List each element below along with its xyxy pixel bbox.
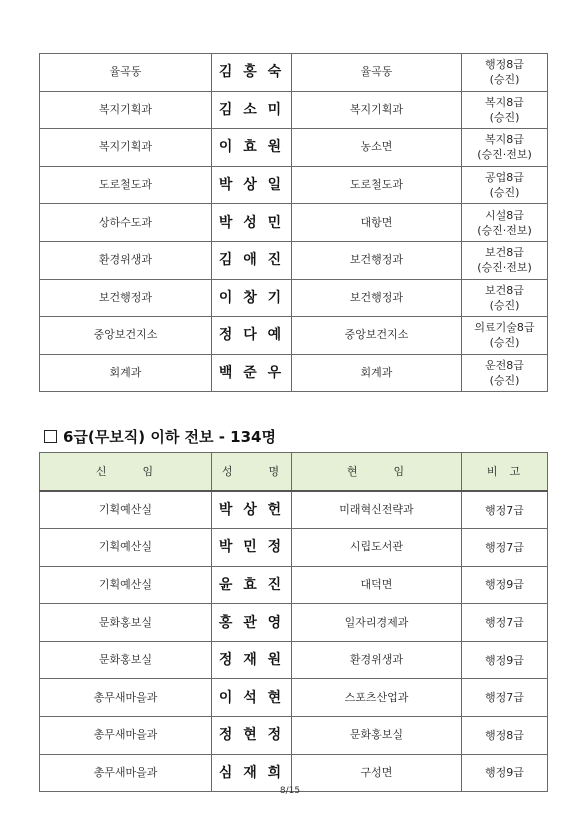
current-post-cell: 환경위생과 (292, 641, 462, 679)
section-title-text: 6급(무보직) 이하 전보 - 134명 (63, 428, 276, 446)
name-cell: 백 준 우 (212, 354, 292, 392)
transfer-table-header (40, 453, 548, 492)
current-post-cell: 보건행정과 (292, 279, 462, 317)
new-post-cell: 기획예산실 (40, 529, 212, 567)
new-post-cell: 문화홍보실 (40, 641, 212, 679)
transfer-table-body (40, 491, 548, 792)
new-post-cell: 기획예산실 (40, 566, 212, 604)
note-cell: 행정7급 (462, 679, 548, 717)
table-row (40, 129, 548, 167)
table-row (40, 317, 548, 355)
header-current-post (292, 453, 462, 492)
note-cell: 행정9급 (462, 754, 548, 792)
table-row (40, 54, 548, 92)
current-post-cell: 보건행정과 (292, 241, 462, 279)
new-post-cell: 복지기획과 (40, 129, 212, 167)
header-new-post-char-1: 신 (95, 464, 109, 478)
table-row (40, 241, 548, 279)
current-post-cell: 미래혁신전략과 (292, 491, 462, 529)
name-cell: 김 애 진 (212, 241, 292, 279)
note-cell: 운전8급 (승진) (462, 354, 548, 392)
header-name (212, 453, 292, 492)
header-name-char-1: 성 (221, 464, 235, 478)
new-post-cell: 총무새마을과 (40, 717, 212, 755)
name-cell: 이 창 기 (212, 279, 292, 317)
section-title (44, 426, 276, 447)
new-post-cell: 총무새마을과 (40, 754, 212, 792)
new-post-cell: 문화홍보실 (40, 604, 212, 642)
note-cell: 행정7급 (462, 529, 548, 567)
note-cell: 보건8급 (승진) (462, 279, 548, 317)
current-post-cell: 문화홍보실 (292, 717, 462, 755)
note-cell: 행정8급 (승진) (462, 54, 548, 92)
note-cell: 행정9급 (462, 641, 548, 679)
current-post-cell: 대항면 (292, 204, 462, 242)
name-cell: 정 현 정 (212, 717, 292, 755)
name-cell: 이 석 현 (212, 679, 292, 717)
current-post-cell: 시립도서관 (292, 529, 462, 567)
note-cell: 행정7급 (462, 491, 548, 529)
table-row (40, 641, 548, 679)
table-row (40, 529, 548, 567)
new-post-cell: 도로철도과 (40, 166, 212, 204)
name-cell: 김 홍 숙 (212, 54, 292, 92)
header-name-char-2: 명 (268, 464, 282, 478)
table-row (40, 566, 548, 604)
note-cell: 복지8급 (승진·전보) (462, 129, 548, 167)
current-post-cell: 도로철도과 (292, 166, 462, 204)
header-current-post-char-1: 현 (346, 464, 360, 478)
promotion-table (39, 53, 548, 392)
note-cell: 보건8급 (승진·전보) (462, 241, 548, 279)
name-cell: 심 재 희 (212, 754, 292, 792)
new-post-cell: 회계과 (40, 354, 212, 392)
new-post-cell: 율곡동 (40, 54, 212, 92)
table-row (40, 604, 548, 642)
name-cell: 김 소 미 (212, 91, 292, 129)
name-cell: 박 민 정 (212, 529, 292, 567)
header-note (462, 453, 548, 492)
name-cell: 박 상 헌 (212, 491, 292, 529)
name-cell: 정 재 원 (212, 641, 292, 679)
checkbox-square-icon (44, 430, 57, 443)
table-row (40, 91, 548, 129)
new-post-cell: 보건행정과 (40, 279, 212, 317)
header-note-char-1: 비 (486, 464, 500, 478)
table-row (40, 279, 548, 317)
current-post-cell: 구성면 (292, 754, 462, 792)
header-current-post-char-2: 임 (393, 464, 407, 478)
name-cell: 이 효 원 (212, 129, 292, 167)
new-post-cell: 환경위생과 (40, 241, 212, 279)
header-new-post-char-2: 임 (142, 464, 156, 478)
current-post-cell: 대덕면 (292, 566, 462, 604)
name-cell: 정 다 예 (212, 317, 292, 355)
transfer-table (39, 452, 548, 792)
note-cell: 공업8급 (승진) (462, 166, 548, 204)
page-number: 8/15 (279, 786, 301, 796)
current-post-cell: 율곡동 (292, 54, 462, 92)
table-row (40, 166, 548, 204)
name-cell: 박 성 민 (212, 204, 292, 242)
current-post-cell: 회계과 (292, 354, 462, 392)
new-post-cell: 총무새마을과 (40, 679, 212, 717)
current-post-cell: 중앙보건지소 (292, 317, 462, 355)
current-post-cell: 농소면 (292, 129, 462, 167)
header-new-post (40, 453, 212, 492)
note-cell: 의료기술8급 (승진) (462, 317, 548, 355)
name-cell: 박 상 일 (212, 166, 292, 204)
new-post-cell: 중앙보건지소 (40, 317, 212, 355)
note-cell: 복지8급 (승진) (462, 91, 548, 129)
new-post-cell: 상하수도과 (40, 204, 212, 242)
table-row (40, 679, 548, 717)
current-post-cell: 일자리경제과 (292, 604, 462, 642)
note-cell: 행정9급 (462, 566, 548, 604)
header-note-char-2: 고 (509, 464, 523, 478)
table-row (40, 491, 548, 529)
name-cell: 홍 관 영 (212, 604, 292, 642)
note-cell: 행정8급 (462, 717, 548, 755)
table-row (40, 354, 548, 392)
table-row (40, 204, 548, 242)
new-post-cell: 기획예산실 (40, 491, 212, 529)
promotion-table-body (40, 54, 548, 392)
note-cell: 행정7급 (462, 604, 548, 642)
name-cell: 윤 효 진 (212, 566, 292, 604)
note-cell: 시설8급 (승진·전보) (462, 204, 548, 242)
table-row (40, 717, 548, 755)
current-post-cell: 스포츠산업과 (292, 679, 462, 717)
new-post-cell: 복지기획과 (40, 91, 212, 129)
current-post-cell: 복지기획과 (292, 91, 462, 129)
